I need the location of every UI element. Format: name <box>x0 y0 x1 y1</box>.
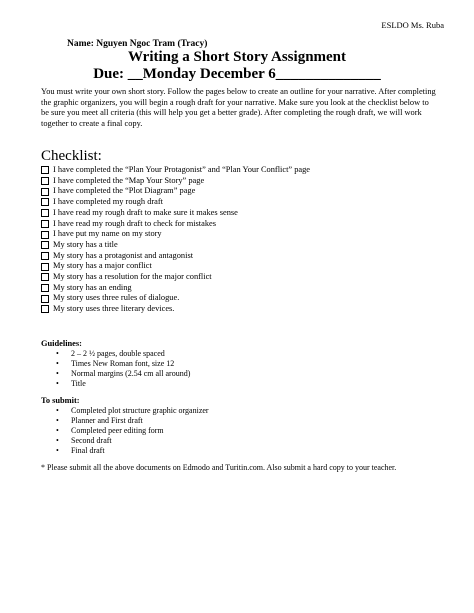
checklist-item <box>41 229 310 240</box>
checkbox-icon <box>41 220 49 228</box>
checklist-item-label: My story has an ending <box>53 282 132 292</box>
guideline-item: • 2 – 2 ½ pages, double spaced <box>56 349 190 359</box>
checklist-item <box>41 186 310 197</box>
checklist-item-label: My story has a major conflict <box>53 261 152 271</box>
checkbox-icon <box>41 305 49 313</box>
checklist-item-label: I have completed my rough draft <box>53 197 163 207</box>
checklist-item-label: I have completed the “Map Your Story” page <box>53 175 205 185</box>
checklist-item <box>41 208 310 219</box>
guidelines-title: Guidelines: <box>41 339 82 348</box>
submit-item: • Planner and First draft <box>56 416 209 426</box>
checkbox-icon <box>41 252 49 260</box>
checklist-item-label: My story uses three literary devices. <box>53 304 175 314</box>
submit-item: • Completed peer editing form <box>56 426 209 436</box>
checklist-item-label: My story uses three rules of dialogue. <box>53 293 180 303</box>
checklist-item <box>41 293 310 304</box>
footnote: * Please submit all the above documents on Edmodo and Turitin.com. Also submit a hard copy to your teacher. <box>41 463 397 472</box>
guideline-item: • Normal margins (2.54 cm all around) <box>56 369 190 379</box>
checklist-item-label: My story has a title <box>53 239 118 249</box>
checkbox-icon <box>41 231 49 239</box>
checkbox-icon <box>41 273 49 281</box>
checklist-item-label: My story has a protagonist and antagonist <box>53 250 194 260</box>
intro-paragraph: You must write your own short story. Follow the pages below to create an outline for your narrative. After completing the graphic organizers, you will begin a rough draft for your narrative. Make sure you look at the checklist below to be sure you meet all criteria (this will help you get a better grade). After completing the rough draft, we will work together to create a final copy. <box>41 87 436 128</box>
checklist-item-label: I have read my rough draft to make sure it makes sense <box>53 207 238 217</box>
checkbox-icon <box>41 295 49 303</box>
guideline-item: • Times New Roman font, size 12 <box>56 359 190 369</box>
checklist-item <box>41 283 310 294</box>
checklist-item <box>41 251 310 262</box>
checklist-item <box>41 272 310 283</box>
page-title: Writing a Short Story Assignment <box>127 49 347 65</box>
checklist-item <box>41 261 310 272</box>
checklist-item <box>41 165 310 176</box>
checklist-item-label: I have completed the “Plan Your Protagonist” and “Plan Your Conflict” page <box>53 165 311 174</box>
submit-title: To submit: <box>41 396 80 405</box>
due-date: Due: __Monday December 6______________ <box>93 66 381 82</box>
checkbox-icon <box>41 241 49 249</box>
submit-list <box>56 406 209 456</box>
checklist-item <box>41 176 310 187</box>
checklist-item-label: I have put my name on my story <box>53 229 162 239</box>
checkbox-icon <box>41 198 49 206</box>
checklist-item-label: My story has a resolution for the major conflict <box>53 272 212 282</box>
submit-item: • Final draft <box>56 446 209 456</box>
checkbox-icon <box>41 263 49 271</box>
guidelines-list <box>56 349 190 389</box>
submit-item: • Completed plot structure graphic organizer <box>56 406 209 416</box>
checkbox-icon <box>41 284 49 292</box>
submit-item: • Second draft <box>56 436 209 446</box>
checklist-item-label: I have completed the “Plot Diagram” page <box>53 186 196 196</box>
checklist-item <box>41 240 310 251</box>
checkbox-icon <box>41 177 49 185</box>
checklist-item <box>41 304 310 315</box>
student-name: Name: Nguyen Ngoc Tram (Tracy) <box>67 39 208 49</box>
checkbox-icon <box>41 209 49 217</box>
checkbox-icon <box>41 166 49 174</box>
checklist-item <box>41 219 310 230</box>
checklist-item-label: I have read my rough draft to check for mistakes <box>53 218 217 228</box>
teacher-label: ESLDO Ms. Ruba <box>381 20 444 30</box>
guideline-item: • Title <box>56 379 190 389</box>
checklist-item <box>41 197 310 208</box>
checklist-title: Checklist: <box>41 148 102 164</box>
checklist <box>41 165 310 315</box>
checkbox-icon <box>41 188 49 196</box>
